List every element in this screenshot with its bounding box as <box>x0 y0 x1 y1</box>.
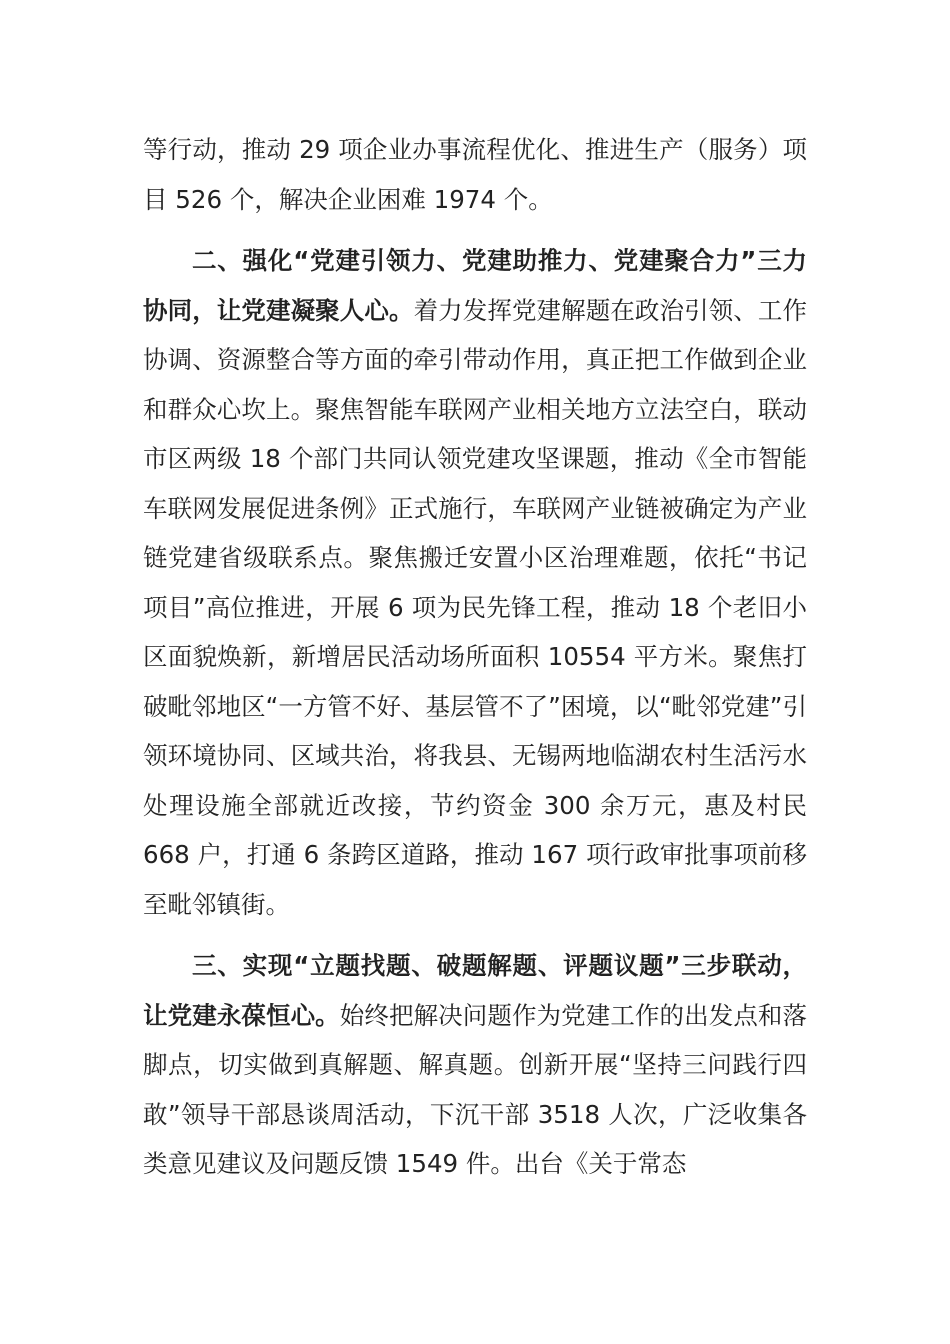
paragraph-text: 等行动，推动 29 项企业办事流程优化、推进生产（服务）项目 526 个，解决企业困难 1974 个。 <box>143 135 807 214</box>
paragraph-continuation <box>143 125 807 224</box>
paragraph-text: 始终把解决问题作为党建工作的出发点和落脚点，切实做到真解题、解真题。创新开展“坚持三问践行四敢”领导干部恳谈周活动，下沉干部 3518 人次，广泛收集各类意见建议及问题反馈 1549 件。出台《关于常态 <box>143 1000 808 1178</box>
section-heading: 三、实现“立题找题、破题解题、评题议题”三步联动，让党建永葆恒心。 <box>143 951 807 1030</box>
paragraph-section-three <box>143 941 807 1189</box>
section-heading: 二、强化“党建引领力、党建助推力、党建聚合力”三力协同，让党建凝聚人心。 <box>143 246 807 325</box>
paragraph-text: 着力发挥党建解题在政治引领、工作协调、资源整合等方面的牵引带动作用，真正把工作做到企业和群众心坎上。聚焦智能车联网产业相关地方立法空白，联动市区两级 18 个部门共同认领党建攻坚课题，推动《全市智能车联网发展促进条例》正式施行，车联网产业链被确定为产业链党建省级联系点。聚焦搬迁安置小区治理难题，依托“书记项目”高位推进，开展 6 项为民先锋工程，推动 18 个老旧小区面貌焕新，新增居民活动场所面积 10554 平方米。聚焦打破毗邻地区“一方管不好、基层管不了”困境，以“毗邻党建”引领环境协同、区域共治，将我县、无锡两地临湖农村生活污水处理设施全部就近改接，节约资金 300 余万元，惠及村民 668 户，打通 6 条跨区道路，推动 167 项行政审批事项前移至毗邻镇街。 <box>143 295 808 919</box>
paragraph-section-two <box>143 236 807 929</box>
document-body <box>143 125 807 1189</box>
